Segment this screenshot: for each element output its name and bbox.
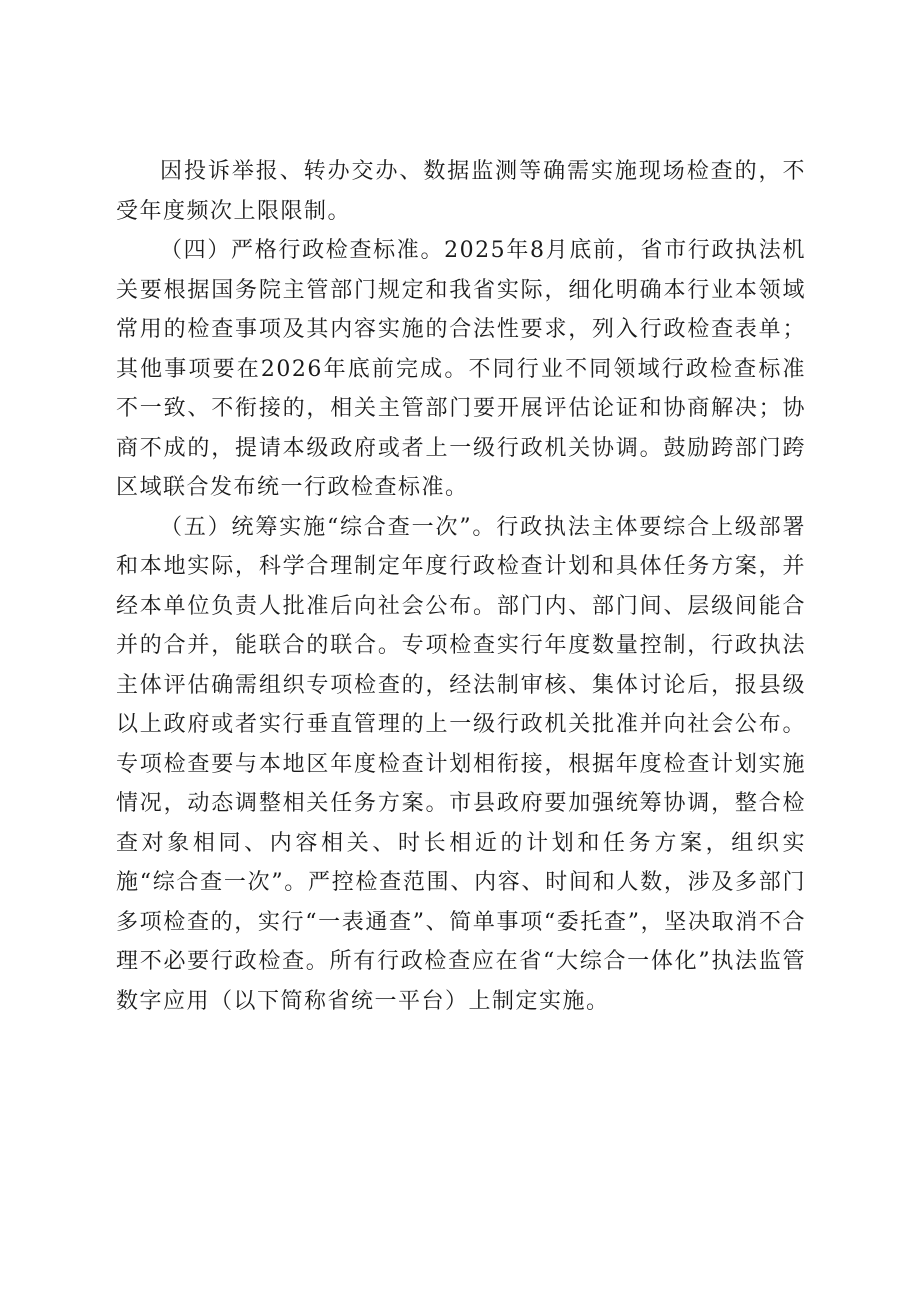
paragraph-inspection-standards: （四）严格行政检查标准。2025年8月底前，省市行政执法机关要根据国务院主管部门规定和我省实际，细化明确本行业本领域常用的检查事项及其内容实施的合法性要求，列入行政检查表单；其他事项要在2026年底前完成。不同行业不同领域行政检查标准不一致、不衔接的，相关主管部门要开展评估论证和协商解决；协商不成的，提请本级政府或者上一级行政机关协调。鼓励跨部门跨区域联合发布统一行政检查标准。	[116, 238, 806, 500]
document-body	[116, 152, 806, 1021]
paragraph-inspection-frequency: 因投诉举报、转办交办、数据监测等确需实施现场检查的，不受年度频次上限限制。	[116, 159, 806, 224]
paragraph-comprehensive-inspection: （五）统筹实施“综合查一次”。行政执法主体要综合上级部署和本地实际，科学合理制定年度行政检查计划和具体任务方案，并经本单位负责人批准后向社会公布。部门内、部门间、层级间能合并的合并，能联合的联合。专项检查实行年度数量控制，行政执法主体评估确需组织专项检查的，经法制审核、集体讨论后，报县级以上政府或者实行垂直管理的上一级行政机关批准并向社会公布。专项检查要与本地区年度检查计划相衔接，根据年度检查计划实施情况，动态调整相关任务方案。市县政府要加强统筹协调，整合检查对象相同、内容相关、时长相近的计划和任务方案，组织实施“综合查一次”。严控检查范围、内容、时间和人数，涉及多部门多项检查的，实行“一表通查”、简单事项“委托查”，坚决取消不合理不必要行政检查。所有行政检查应在省“大综合一体化”执法监管数字应用（以下简称省统一平台）上制定实施。	[116, 514, 806, 1014]
